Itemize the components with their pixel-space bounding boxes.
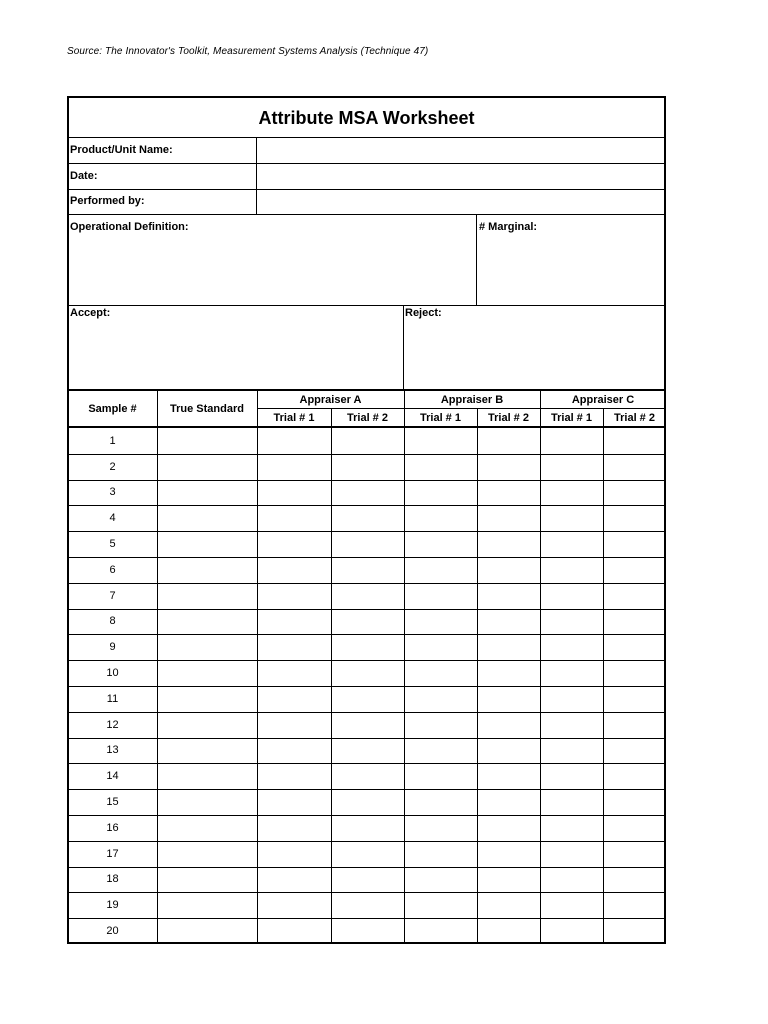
entry-cell[interactable] bbox=[158, 738, 257, 764]
table-row bbox=[69, 815, 666, 841]
table-row bbox=[69, 763, 666, 789]
entry-cell[interactable] bbox=[158, 867, 257, 893]
accept-label: Accept: bbox=[70, 307, 111, 319]
entry-cell[interactable] bbox=[158, 918, 257, 944]
entry-cell[interactable] bbox=[158, 531, 257, 557]
entry-cell[interactable] bbox=[158, 583, 257, 609]
source-note: Source: The Innovator's Toolkit, Measurement Systems Analysis (Technique 47) bbox=[67, 46, 429, 57]
entry-cell[interactable] bbox=[258, 918, 331, 944]
entry-cell[interactable] bbox=[541, 557, 603, 583]
table-row bbox=[69, 738, 666, 764]
entry-cell[interactable] bbox=[478, 454, 540, 480]
entry-cell[interactable] bbox=[541, 480, 603, 506]
entry-cell[interactable] bbox=[258, 815, 331, 841]
entry-cell[interactable] bbox=[158, 763, 257, 789]
entry-cell[interactable] bbox=[478, 892, 540, 918]
entry-cell[interactable] bbox=[332, 583, 404, 609]
table-row bbox=[69, 841, 666, 867]
entry-cell[interactable] bbox=[541, 815, 603, 841]
appraiser-c-trial-1-header: Trial # 1 bbox=[551, 411, 592, 424]
entry-cell[interactable] bbox=[332, 557, 404, 583]
table-row bbox=[69, 454, 666, 480]
entry-cell[interactable] bbox=[332, 892, 404, 918]
sample-number: 16 bbox=[106, 821, 119, 834]
entry-cell[interactable] bbox=[332, 634, 404, 660]
entry-cell[interactable] bbox=[332, 867, 404, 893]
entry-cell[interactable] bbox=[258, 557, 331, 583]
entry-cell[interactable] bbox=[478, 686, 540, 712]
entry-cell[interactable] bbox=[541, 609, 603, 635]
entry-cell[interactable] bbox=[405, 609, 477, 635]
entry-cell[interactable] bbox=[405, 789, 477, 815]
entry-cell[interactable] bbox=[541, 428, 603, 454]
table-row bbox=[69, 892, 666, 918]
entry-cell[interactable] bbox=[604, 454, 666, 480]
worksheet bbox=[67, 96, 666, 944]
table-row bbox=[69, 867, 666, 893]
sample-number: 14 bbox=[106, 770, 119, 783]
entry-cell[interactable] bbox=[332, 738, 404, 764]
sample-number: 8 bbox=[109, 615, 116, 628]
table-row bbox=[69, 918, 666, 944]
entry-cell[interactable] bbox=[405, 557, 477, 583]
entry-cell[interactable] bbox=[405, 583, 477, 609]
sample-number: 13 bbox=[106, 744, 119, 757]
sample-number: 18 bbox=[106, 873, 119, 886]
product-label: Product/Unit Name: bbox=[70, 144, 173, 156]
entry-cell[interactable] bbox=[405, 660, 477, 686]
sample-number: 2 bbox=[109, 460, 116, 473]
entry-cell[interactable] bbox=[258, 660, 331, 686]
entry-cell[interactable] bbox=[604, 892, 666, 918]
entry-cell[interactable] bbox=[541, 738, 603, 764]
entry-cell[interactable] bbox=[478, 531, 540, 557]
entry-cell[interactable] bbox=[478, 867, 540, 893]
entry-cell[interactable] bbox=[158, 505, 257, 531]
entry-cell[interactable] bbox=[541, 712, 603, 738]
entry-cell[interactable] bbox=[541, 789, 603, 815]
entry-cell[interactable] bbox=[258, 867, 331, 893]
entry-cell[interactable] bbox=[258, 505, 331, 531]
entry-cell[interactable] bbox=[405, 531, 477, 557]
entry-cell[interactable] bbox=[332, 763, 404, 789]
entry-cell[interactable] bbox=[405, 454, 477, 480]
entry-cell[interactable] bbox=[604, 815, 666, 841]
entry-cell[interactable] bbox=[332, 789, 404, 815]
entry-cell[interactable] bbox=[541, 454, 603, 480]
entry-cell[interactable] bbox=[158, 454, 257, 480]
sample-number: 9 bbox=[109, 641, 116, 654]
entry-cell[interactable] bbox=[332, 815, 404, 841]
sample-number: 19 bbox=[106, 899, 119, 912]
entry-cell[interactable] bbox=[332, 841, 404, 867]
table-row bbox=[69, 634, 666, 660]
entry-cell[interactable] bbox=[158, 609, 257, 635]
entry-cell[interactable] bbox=[541, 867, 603, 893]
entry-cell[interactable] bbox=[478, 428, 540, 454]
entry-cell[interactable] bbox=[478, 789, 540, 815]
entry-cell[interactable] bbox=[541, 841, 603, 867]
entry-cell[interactable] bbox=[158, 428, 257, 454]
appraiser-c-trial-2-header: Trial # 2 bbox=[614, 411, 655, 424]
entry-cell[interactable] bbox=[258, 480, 331, 506]
appraiser-c-header: Appraiser C bbox=[571, 393, 635, 406]
sample-number: 4 bbox=[109, 512, 116, 525]
entry-cell[interactable] bbox=[258, 892, 331, 918]
entry-cell[interactable] bbox=[478, 557, 540, 583]
appraiser-a-trial-1-header: Trial # 1 bbox=[273, 411, 315, 424]
entry-cell[interactable] bbox=[604, 763, 666, 789]
entry-cell[interactable] bbox=[258, 789, 331, 815]
entry-cell[interactable] bbox=[158, 815, 257, 841]
entry-cell[interactable] bbox=[604, 660, 666, 686]
appraiser-b-header: Appraiser B bbox=[440, 393, 504, 406]
table-row bbox=[69, 428, 666, 454]
entry-cell[interactable] bbox=[158, 660, 257, 686]
entry-cell[interactable] bbox=[405, 480, 477, 506]
entry-cell[interactable] bbox=[604, 609, 666, 635]
sample-number: 17 bbox=[106, 847, 119, 860]
entry-cell[interactable] bbox=[541, 660, 603, 686]
entry-cell[interactable] bbox=[405, 763, 477, 789]
entry-cell[interactable] bbox=[604, 789, 666, 815]
entry-cell[interactable] bbox=[258, 712, 331, 738]
entry-cell[interactable] bbox=[604, 867, 666, 893]
entry-cell[interactable] bbox=[541, 763, 603, 789]
entry-cell[interactable] bbox=[541, 531, 603, 557]
reject-field[interactable] bbox=[405, 322, 665, 388]
entry-cell[interactable] bbox=[478, 634, 540, 660]
entry-cell[interactable] bbox=[604, 738, 666, 764]
sample-number: 15 bbox=[106, 796, 119, 809]
entry-cell[interactable] bbox=[541, 505, 603, 531]
performed-by-label: Performed by: bbox=[70, 195, 145, 207]
true-standard-header: True Standard bbox=[170, 402, 244, 415]
sample-number: 11 bbox=[106, 692, 119, 705]
table-row bbox=[69, 531, 666, 557]
entry-cell[interactable] bbox=[258, 454, 331, 480]
entry-cell[interactable] bbox=[478, 583, 540, 609]
entry-cell[interactable] bbox=[405, 428, 477, 454]
worksheet-title: Attribute MSA Worksheet bbox=[258, 107, 475, 128]
table-row bbox=[69, 789, 666, 815]
entry-cell[interactable] bbox=[604, 583, 666, 609]
entry-cell[interactable] bbox=[405, 686, 477, 712]
entry-cell[interactable] bbox=[332, 531, 404, 557]
entry-cell[interactable] bbox=[604, 841, 666, 867]
sample-number: 7 bbox=[109, 589, 116, 602]
entry-cell[interactable] bbox=[332, 712, 404, 738]
product-field[interactable] bbox=[258, 139, 666, 162]
entry-cell[interactable] bbox=[405, 815, 477, 841]
entry-cell[interactable] bbox=[405, 712, 477, 738]
entry-cell[interactable] bbox=[541, 918, 603, 944]
entry-cell[interactable] bbox=[405, 738, 477, 764]
table-row bbox=[69, 480, 666, 506]
entry-cell[interactable] bbox=[478, 505, 540, 531]
entry-cell[interactable] bbox=[405, 892, 477, 918]
entry-cell[interactable] bbox=[158, 557, 257, 583]
entry-cell[interactable] bbox=[405, 841, 477, 867]
entry-cell[interactable] bbox=[332, 428, 404, 454]
entry-cell[interactable] bbox=[258, 634, 331, 660]
sample-number: 10 bbox=[106, 667, 119, 680]
entry-cell[interactable] bbox=[541, 583, 603, 609]
entry-cell[interactable] bbox=[332, 505, 404, 531]
sample-number: 1 bbox=[109, 434, 116, 447]
reject-label: Reject: bbox=[405, 307, 442, 319]
appraiser-a-header: Appraiser A bbox=[299, 393, 362, 406]
entry-cell[interactable] bbox=[541, 686, 603, 712]
table-row bbox=[69, 557, 666, 583]
sample-header: Sample # bbox=[88, 402, 137, 415]
accept-field[interactable] bbox=[70, 322, 402, 388]
sample-number: 12 bbox=[106, 718, 119, 731]
entry-cell[interactable] bbox=[158, 480, 257, 506]
sample-number: 6 bbox=[109, 563, 116, 576]
entry-cell[interactable] bbox=[604, 634, 666, 660]
entry-cell[interactable] bbox=[258, 738, 331, 764]
entry-cell[interactable] bbox=[158, 686, 257, 712]
operational-definition-field[interactable] bbox=[70, 236, 474, 304]
entry-cell[interactable] bbox=[478, 712, 540, 738]
table-row bbox=[69, 505, 666, 531]
marginal-label: # Marginal: bbox=[479, 221, 538, 233]
appraiser-b-trial-2-header: Trial # 2 bbox=[488, 411, 529, 424]
table-row bbox=[69, 660, 666, 686]
entry-cell[interactable] bbox=[604, 531, 666, 557]
entry-cell[interactable] bbox=[405, 918, 477, 944]
entry-cell[interactable] bbox=[541, 634, 603, 660]
entry-cell[interactable] bbox=[405, 867, 477, 893]
performed-by-field[interactable] bbox=[258, 191, 666, 213]
entry-cell[interactable] bbox=[158, 789, 257, 815]
entry-cell[interactable] bbox=[478, 660, 540, 686]
entry-cell[interactable] bbox=[604, 686, 666, 712]
entry-cell[interactable] bbox=[258, 531, 331, 557]
entry-cell[interactable] bbox=[332, 660, 404, 686]
table-row bbox=[69, 583, 666, 609]
entry-cell[interactable] bbox=[541, 892, 603, 918]
entry-cell[interactable] bbox=[604, 557, 666, 583]
entry-cell[interactable] bbox=[478, 609, 540, 635]
entry-cell[interactable] bbox=[258, 583, 331, 609]
entry-cell[interactable] bbox=[604, 712, 666, 738]
entry-cell[interactable] bbox=[332, 480, 404, 506]
entry-cell[interactable] bbox=[258, 428, 331, 454]
entry-cell[interactable] bbox=[604, 480, 666, 506]
entry-cell[interactable] bbox=[478, 480, 540, 506]
entry-cell[interactable] bbox=[258, 686, 331, 712]
entry-cell[interactable] bbox=[478, 738, 540, 764]
table-row bbox=[69, 712, 666, 738]
entry-cell[interactable] bbox=[258, 841, 331, 867]
appraiser-a-trial-2-header: Trial # 2 bbox=[347, 411, 388, 424]
entry-cell[interactable] bbox=[332, 609, 404, 635]
entry-cell[interactable] bbox=[258, 609, 331, 635]
entry-cell[interactable] bbox=[332, 918, 404, 944]
entry-cell[interactable] bbox=[158, 892, 257, 918]
entry-cell[interactable] bbox=[158, 712, 257, 738]
entry-cell[interactable] bbox=[604, 505, 666, 531]
entry-cell[interactable] bbox=[332, 454, 404, 480]
entry-cell[interactable] bbox=[478, 918, 540, 944]
entry-cell[interactable] bbox=[478, 815, 540, 841]
entry-cell[interactable] bbox=[332, 686, 404, 712]
entry-cell[interactable] bbox=[478, 841, 540, 867]
entry-cell[interactable] bbox=[405, 505, 477, 531]
entry-cell[interactable] bbox=[604, 918, 666, 944]
entry-cell[interactable] bbox=[158, 634, 257, 660]
entry-cell[interactable] bbox=[158, 841, 257, 867]
appraiser-b-trial-1-header: Trial # 1 bbox=[420, 411, 461, 424]
sample-number: 3 bbox=[109, 486, 116, 499]
date-field[interactable] bbox=[258, 165, 666, 188]
date-label: Date: bbox=[70, 170, 98, 182]
marginal-field[interactable] bbox=[479, 236, 665, 304]
entry-cell[interactable] bbox=[405, 634, 477, 660]
sample-number: 20 bbox=[106, 925, 119, 938]
table-row bbox=[69, 609, 666, 635]
entry-cell[interactable] bbox=[258, 763, 331, 789]
table-row bbox=[69, 686, 666, 712]
entry-cell[interactable] bbox=[604, 428, 666, 454]
entry-cell[interactable] bbox=[478, 763, 540, 789]
operational-definition-label: Operational Definition: bbox=[70, 221, 189, 233]
sample-number: 5 bbox=[109, 538, 116, 551]
